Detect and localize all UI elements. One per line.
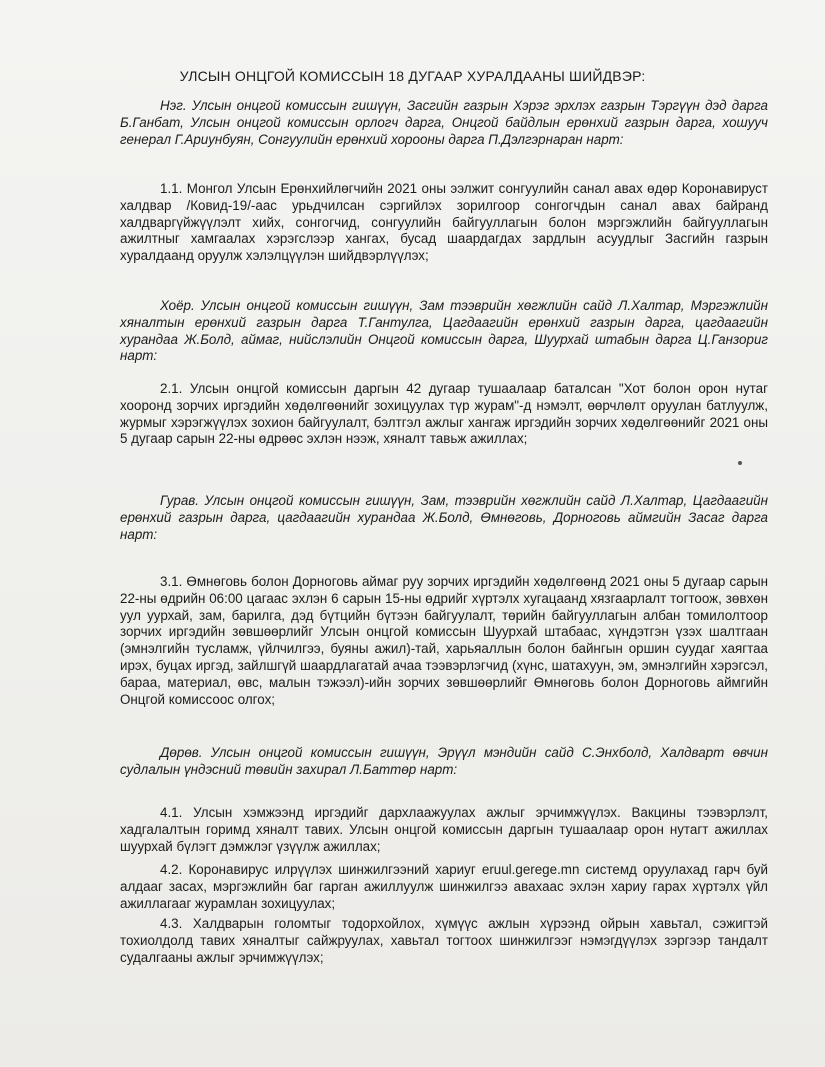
paragraph-2-1: 2.1. Улсын онцгой комиссын даргын 42 дугаар тушаалаар баталсан "Хот болон орон нутаг хооронд зорчих иргэдийн хөдөлгөөнийг зохицуулах түр журам"-д нэмэлт, өөрчлөлт оруулан батлуулж, журмыг хэрэгжүүлэх зохион байгуулалт, бэлтгэл ажлыг хангаж иргэдийн зорчих хөдөлгөөнийг 2021 оны 5 дугаар сарын 22-ны өдрөөс эхлэн нээж, хяналт тавьж ажиллах;	[120, 381, 768, 447]
paragraph-4-3: 4.3. Халдварын голомтыг тодорхойлох, хүмүүс ажлын хүрээнд ойрын хавьтал, сэжигтэй тохиолдолд тавих хяналтыг сайжруулах, хавьтал тогтоох шинжилгээг нэмэгдүүлэх зэргээр тандалт судалгааны ажлыг эрчимжүүлэх;	[120, 916, 768, 965]
paragraph-1-1: 1.1. Монгол Улсын Ерөнхийлөгчийн 2021 оны ээлжит сонгуулийн санал авах өдөр Коронавируст халдвар /Ковид-19/-аас урьдчилсан сэргийлэх зорилгоор сонгогчдын санал авах байранд халдваргүйжүүлэлт хийх, сонгогчид, сонгуулийн байгууллагын болон мэргэжлийн байгууллагын ажилтныг хамгаалах хэрэгслээр хангах, бусад шаардагдах зардлын асуудлыг Засгийн газрын хуралдаанд оруулж хэлэлцүүлэн шийдвэрлүүлэх;	[120, 181, 768, 264]
paragraph-4-1: 4.1. Улсын хэмжээнд иргэдийг дархлаажуулах ажлыг эрчимжүүлэх. Вакцины тээвэрлэлт, хадгалалтын горимд хяналт тавих. Улсын онцгой комиссын даргын тушаалаар орон нутагт ажиллах шуурхай бүлэгт дэмжлэг үзүүлж ажиллах;	[120, 805, 768, 854]
paragraph-3-addressees: Гурав. Улсын онцгой комиссын гишүүн, Зам, тээврийн хөгжлийн сайд Л.Халтар, Цагдаагийн ерөнхий газрын дарга, цагдаагийн хурандаа Ж.Болд, Өмнөговь, Дорноговь аймгийн Засаг дарга нарт:	[120, 493, 768, 542]
scan-speck	[738, 461, 742, 465]
paragraph-4-2: 4.2. Коронавирус илрүүлэх шинжилгээний хариуг eruul.gerege.mn системд оруулахад гарч буй алдааг засах, мэргэжлийн баг гарган ажиллуулж шинжилгээ авахаас эхлэн хариу гарах хүртэлх үйл ажиллагааг журамлан зохицуулах;	[120, 862, 768, 911]
document-title: УЛСЫН ОНЦГОЙ КОМИССЫН 18 ДУГААР ХУРАЛДААНЫ ШИЙДВЭР:	[179, 68, 646, 84]
paragraph-2-addressees: Хоёр. Улсын онцгой комиссын гишүүн, Зам тээврийн хөгжлийн сайд Л.Халтар, Мэргэжлийн хяналтын ерөнхий газрын дарга Т.Гантулга, Цагдаагийн ерөнхий газрын дарга, цагдаагийн хурандаа Ж.Болд, аймаг, нийслэлийн Онцгой комиссын дарга, Шуурхай штабын дарга Ц.Ганзориг нарт:	[120, 298, 768, 364]
paragraph-1-addressees: Нэг. Улсын онцгой комиссын гишүүн, Засгийн газрын Хэрэг эрхлэх газрын Тэргүүн дэд дарга Б.Ганбат, Улсын онцгой комиссын орлогч дарга, Онцгой байдлын ерөнхий газрын дарга, хошууч генерал Г.Ариунбуян, Сонгуулийн ерөнхий хорооны дарга П.Дэлгэрнаран нарт:	[120, 98, 768, 147]
paragraph-4-addressees: Дөрөв. Улсын онцгой комиссын гишүүн, Эрүүл мэндийн сайд С.Энхболд, Халдварт өвчин судлалын үндэсний төвийн захирал Л.Баттөр нарт:	[120, 745, 768, 777]
paragraph-3-1: 3.1. Өмнөговь болон Дорноговь аймаг руу зорчих иргэдийн хөдөлгөөнд 2021 оны 5 дугаар сарын 22-ны өдрийн 06:00 цагаас эхлэн 6 сарын 15-ны өдрийг хүртэлх хугацаанд хязгаарлалт тогтоож, зөвхөн уул уурхай, зам, барилга, дэд бүтцийн бүтээн байгуулалт, төрийн байгууллагын албан томилолтоор зорчих иргэдийн зөвшөөрлийг Улсын онцгой комиссын Шуурхай штабаас, хүндэтгэн үзэх шалтгаан (эмнэлгийн тусламж, үйлчилгээ, буяны ажил)-тай, харьяаллын болон байнгын оршин суудаг хаягтаа ирэх, буцах иргэд, зайлшгүй шаардлагатай ачаа тээвэрлэгчид (хүнс, шатахуун, эм, эмнэлгийн хэрэгсэл, бараа, материал, өвс, малын тэжээл)-ийн зорчих зөвшөөрлийг Өмнөговь болон Дорноговь аймгийн Онцгой комиссоос олгох;	[120, 574, 768, 707]
